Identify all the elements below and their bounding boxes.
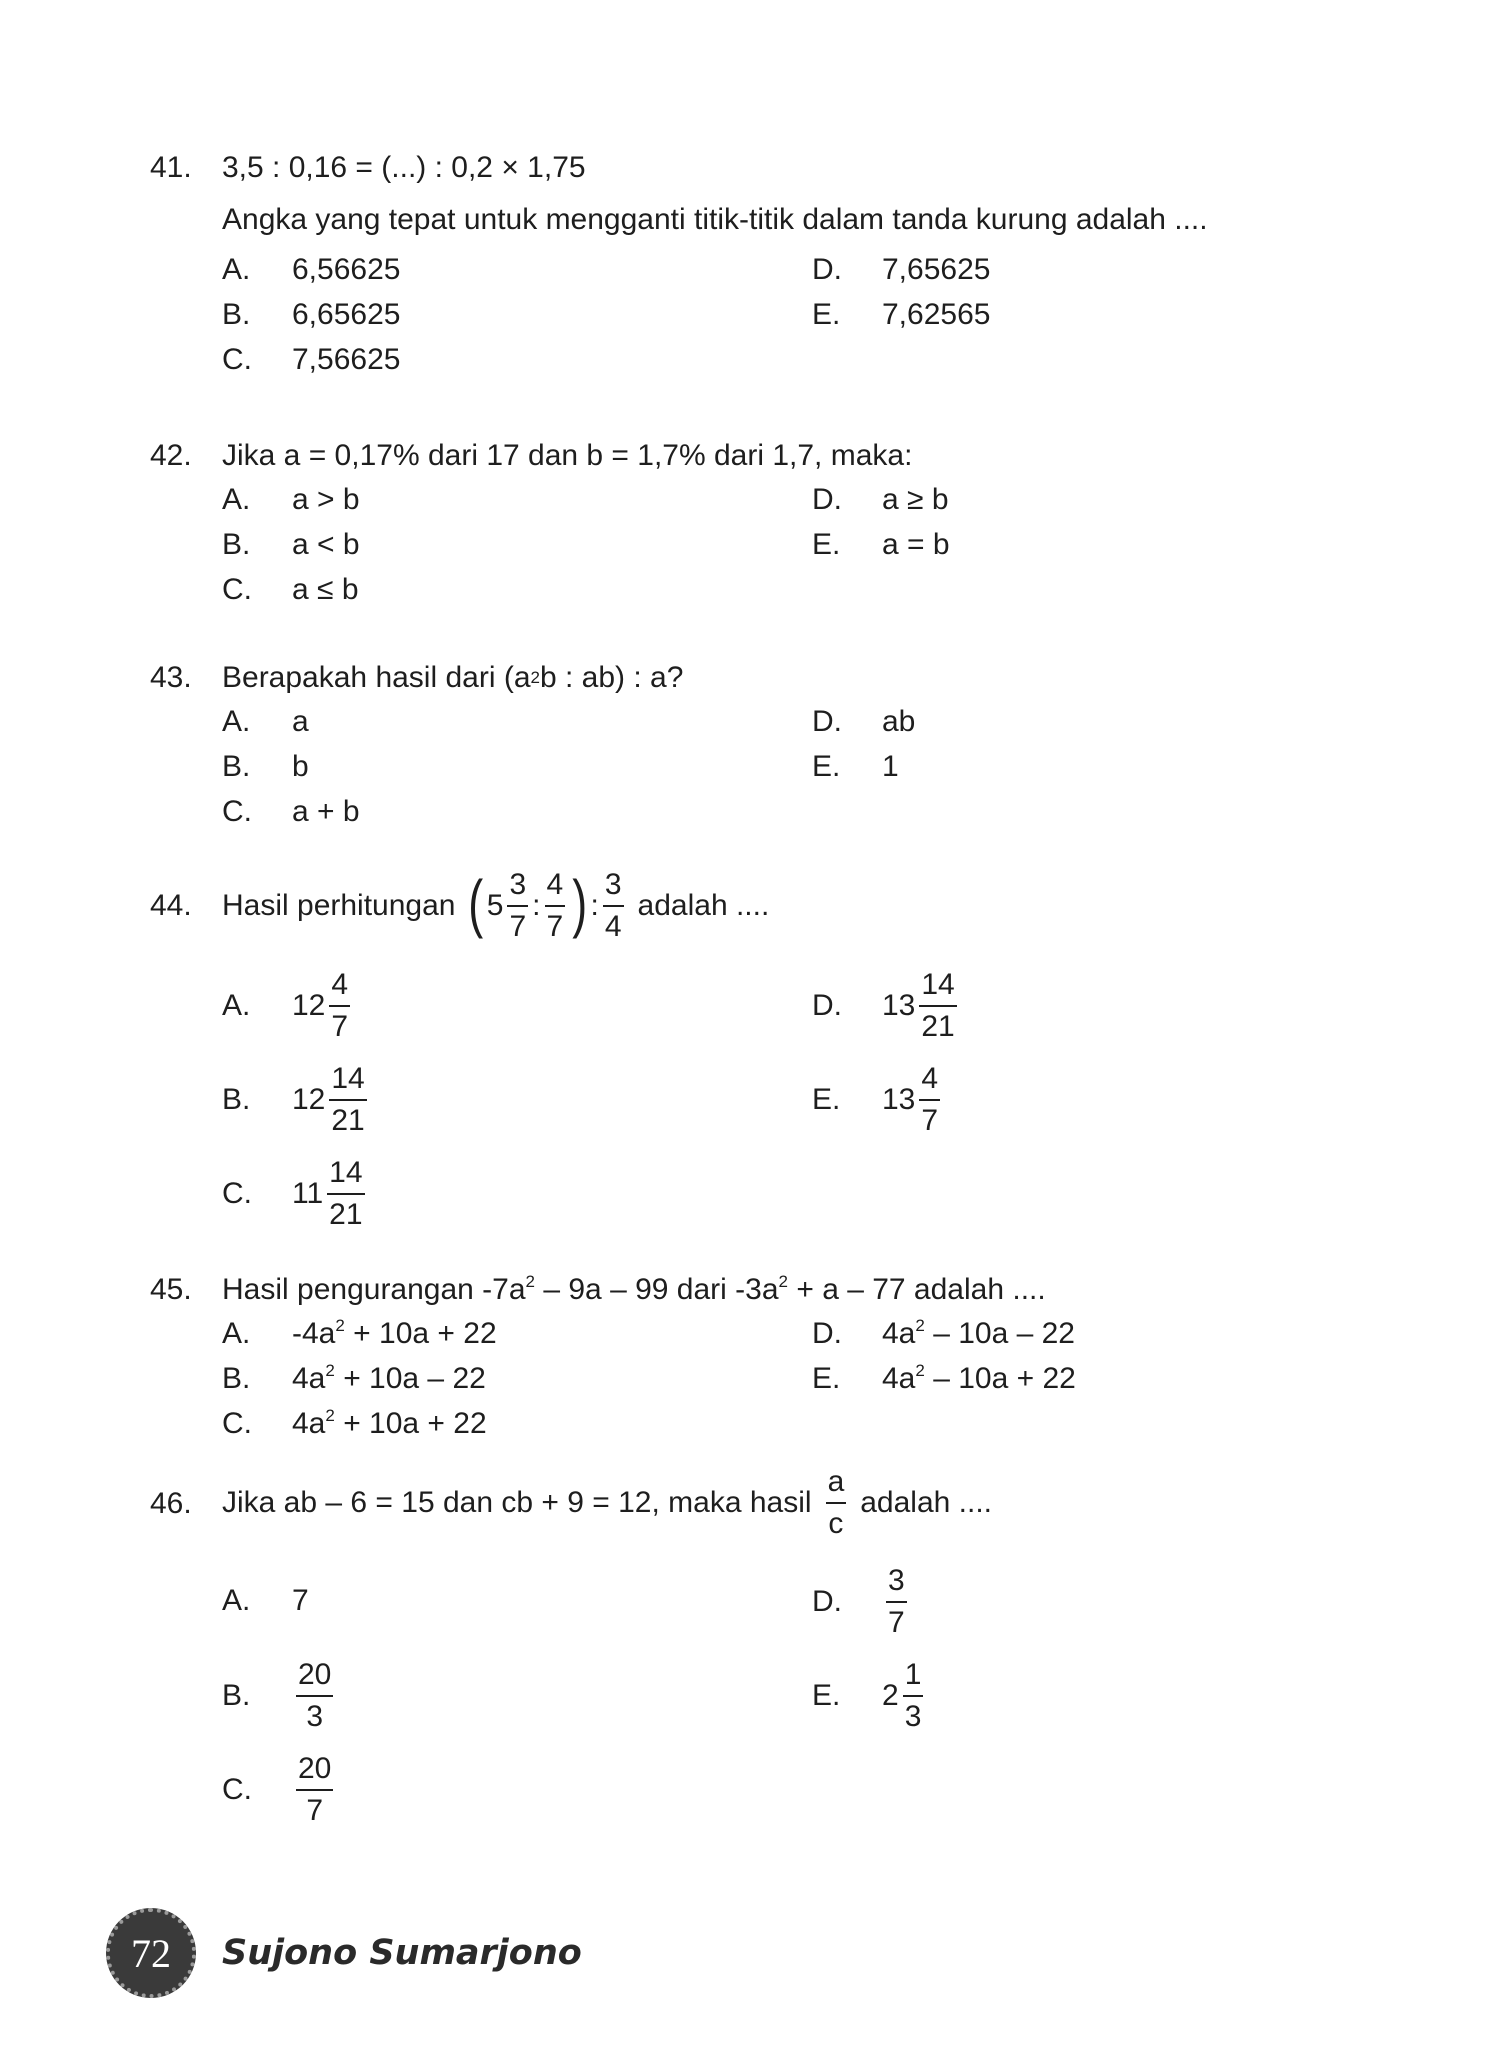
whole-part: 12 (292, 989, 326, 1022)
question-number: 43. (150, 661, 192, 694)
term: – 10a – 22 (933, 1317, 1075, 1350)
question-number: 41. (150, 151, 192, 184)
option-c[interactable] (222, 1406, 487, 1442)
option-label: B. (222, 528, 251, 561)
question-number: 45. (150, 1273, 192, 1306)
left-paren: ( (468, 867, 484, 939)
page-number-badge: 72 (106, 1908, 196, 1998)
question-text (222, 1272, 1347, 1308)
question-number: 46. (150, 1487, 192, 1520)
superscript: 2 (915, 1316, 925, 1335)
option-d[interactable] (812, 252, 990, 288)
option-value: ab (882, 705, 916, 738)
option-a[interactable] (222, 704, 309, 740)
option-label: B. (222, 750, 251, 783)
option-e[interactable] (812, 749, 899, 785)
option-value: a < b (292, 528, 360, 561)
whole-part: 5 (486, 889, 504, 922)
denominator: 21 (921, 1010, 955, 1043)
option-value (292, 1406, 487, 1442)
option-label: D. (812, 1317, 842, 1350)
option-label: C. (222, 573, 252, 606)
option-label: C. (222, 1773, 252, 1806)
options (222, 252, 1347, 388)
question-text (222, 1465, 1347, 1540)
option-label: C. (222, 795, 252, 828)
option-label: A. (222, 1317, 251, 1350)
numerator: 3 (507, 870, 528, 907)
numerator: 1 (903, 1660, 924, 1697)
option-value: 6,56625 (292, 253, 401, 286)
denominator: 3 (306, 1700, 324, 1733)
option-label: E. (812, 528, 841, 561)
option-c[interactable] (222, 342, 400, 378)
option-d[interactable] (812, 1316, 1075, 1352)
option-a[interactable] (222, 482, 360, 518)
option-label: D. (812, 989, 842, 1022)
option-label: B. (222, 298, 251, 331)
numerator: a (826, 1467, 847, 1504)
term: + 10a + 22 (353, 1317, 497, 1350)
question-number: 44. (150, 889, 192, 922)
options (222, 1566, 1347, 1856)
option-value: a ≥ b (882, 483, 949, 516)
superscript: 2 (325, 1361, 335, 1380)
option-c[interactable] (222, 794, 360, 830)
option-label: D. (812, 253, 842, 286)
option-label: E. (812, 1083, 841, 1116)
option-d[interactable] (812, 482, 949, 518)
page-footer (106, 1908, 582, 1998)
options (222, 970, 1347, 1260)
denominator: 21 (331, 1104, 365, 1137)
option-label: E. (812, 1679, 841, 1712)
fraction (327, 1158, 364, 1230)
denominator: 3 (904, 1700, 922, 1733)
question-text-part: + a – 77 adalah .... (788, 1273, 1046, 1306)
option-label: E. (812, 1362, 841, 1395)
option-e[interactable] (812, 1064, 944, 1136)
option-label: E. (812, 750, 841, 783)
fraction (603, 870, 624, 942)
option-label: A. (222, 705, 251, 738)
question-text-part: adalah .... (860, 1486, 993, 1519)
question-text: Berapakah hasil dari (a 2 b : ab) : a? (222, 661, 684, 694)
mixed-number (487, 870, 532, 942)
option-label: D. (812, 705, 842, 738)
option-b[interactable] (222, 749, 309, 785)
colon: : (590, 889, 599, 922)
whole-part: 13 (882, 1083, 916, 1116)
option-value: 6,65625 (292, 298, 401, 331)
mixed-number (292, 1064, 371, 1136)
whole-part: 11 (292, 1177, 324, 1210)
option-e[interactable] (812, 297, 990, 333)
denominator: 7 (546, 910, 564, 943)
option-label: C. (222, 343, 252, 376)
denominator: 7 (921, 1104, 939, 1137)
numerator: 14 (329, 1064, 366, 1101)
option-label: B. (222, 1362, 251, 1395)
question-text: 3,5 : 0,16 = (...) : 0,2 × 1,75 (222, 151, 586, 184)
option-b[interactable] (222, 1361, 486, 1397)
option-value: 7,65625 (882, 253, 991, 286)
question-subtext: Angka yang tepat untuk mengganti titik-titik dalam tanda kurung adalah .... (222, 203, 1208, 236)
numerator: 14 (919, 970, 956, 1007)
question-42 (150, 438, 1347, 618)
colon: : (532, 889, 541, 922)
fraction (296, 1754, 333, 1826)
option-a[interactable] (222, 1566, 309, 1636)
question-44 (150, 862, 1347, 1260)
numerator: 3 (603, 870, 624, 907)
option-value (292, 1361, 486, 1397)
option-label: D. (812, 483, 842, 516)
superscript: 2 (525, 1272, 536, 1291)
whole-part: 12 (292, 1083, 326, 1116)
option-b[interactable] (222, 527, 360, 563)
mixed-number (292, 970, 354, 1042)
option-c[interactable] (222, 1754, 337, 1826)
term: + 10a – 22 (343, 1362, 486, 1395)
mixed-number (292, 1158, 369, 1230)
mixed-number (882, 1660, 927, 1732)
question-text-part: Berapakah hasil dari (a (222, 661, 531, 694)
option-value: b (292, 750, 309, 783)
superscript: 2 (915, 1361, 925, 1380)
whole-part: 13 (882, 989, 916, 1022)
question-text: Jika a = 0,17% dari 17 dan b = 1,7% dari 1,7, maka: (222, 439, 913, 472)
option-value: a = b (882, 528, 950, 561)
question-text-part: – 9a – 99 dari -3a (535, 1273, 779, 1306)
option-value: 7 (292, 1584, 309, 1617)
option-a[interactable] (222, 970, 354, 1042)
fraction (507, 870, 528, 942)
numerator: 20 (296, 1754, 333, 1791)
option-e[interactable] (812, 1361, 1076, 1397)
denominator: 21 (329, 1198, 363, 1231)
option-value (882, 1316, 1075, 1352)
question-text-part: Jika ab – 6 = 15 dan cb + 9 = 12, maka hasil (222, 1486, 812, 1519)
term: 4a (292, 1407, 326, 1440)
mixed-number (882, 970, 961, 1042)
question-text (222, 862, 1347, 950)
options (222, 1316, 1347, 1452)
question-text-part: adalah .... (637, 889, 770, 922)
term: -4a (292, 1317, 336, 1350)
question-45 (150, 1272, 1347, 1452)
fraction (886, 1566, 907, 1638)
option-value: 7,62565 (882, 298, 991, 331)
option-value: a ≤ b (292, 573, 359, 606)
mixed-number (882, 1064, 944, 1136)
right-paren: ) (572, 867, 588, 939)
numerator: 4 (919, 1064, 940, 1101)
numerator: 14 (327, 1158, 364, 1195)
option-d[interactable] (812, 970, 961, 1042)
option-label: A. (222, 989, 251, 1022)
numerator: 20 (296, 1660, 333, 1697)
option-label: A. (222, 253, 251, 286)
term: – 10a + 22 (933, 1362, 1076, 1395)
fraction (296, 1660, 333, 1732)
fraction (919, 970, 956, 1042)
question-text-part: Hasil perhitungan (222, 889, 456, 922)
option-b[interactable] (222, 1660, 337, 1732)
option-label: B. (222, 1679, 251, 1712)
option-c[interactable] (222, 1158, 369, 1230)
numerator: 4 (329, 970, 350, 1007)
fraction (329, 970, 350, 1042)
term: 4a (882, 1362, 916, 1395)
author-name: Sujono Sumarjono (222, 1933, 582, 1973)
option-a[interactable] (222, 252, 400, 288)
option-value: 7,56625 (292, 343, 401, 376)
option-value: a > b (292, 483, 360, 516)
option-label: A. (222, 1584, 251, 1617)
question-text-part: Hasil pengurangan -7a (222, 1273, 526, 1306)
superscript: 2 (778, 1272, 788, 1291)
term: + 10a + 22 (343, 1407, 487, 1440)
option-e[interactable] (812, 1660, 927, 1732)
option-label: C. (222, 1407, 252, 1440)
option-a[interactable] (222, 1316, 497, 1352)
numerator: 3 (886, 1566, 907, 1603)
fraction (826, 1467, 847, 1539)
option-value: a (292, 705, 309, 738)
option-b[interactable] (222, 1064, 371, 1136)
question-41 (150, 150, 1347, 388)
fraction (903, 1660, 924, 1732)
denominator: 7 (306, 1794, 324, 1827)
whole-part: 2 (882, 1679, 899, 1712)
option-value: 1 (882, 750, 899, 783)
denominator: 4 (604, 910, 622, 943)
denominator: c (828, 1507, 844, 1540)
question-text-part: b : ab) : a? (539, 661, 684, 694)
term: 4a (292, 1362, 326, 1395)
option-value (292, 1316, 497, 1352)
superscript: 2 (335, 1316, 345, 1335)
superscript: 2 (325, 1406, 335, 1425)
fraction (329, 1064, 366, 1136)
option-label: E. (812, 298, 841, 331)
expression (465, 867, 627, 943)
question-number: 42. (150, 439, 192, 472)
option-label: D. (812, 1585, 842, 1618)
denominator: 7 (509, 910, 527, 943)
option-label: C. (222, 1177, 252, 1210)
option-d[interactable] (812, 1566, 911, 1638)
question-46 (150, 1465, 1347, 1856)
denominator: 7 (331, 1010, 349, 1043)
fraction (545, 870, 566, 942)
option-d[interactable] (812, 704, 915, 740)
option-value (882, 1361, 1076, 1397)
options (222, 482, 1347, 618)
option-label: B. (222, 1083, 251, 1116)
option-e[interactable] (812, 527, 950, 563)
option-b[interactable] (222, 297, 400, 333)
numerator: 4 (545, 870, 566, 907)
option-c[interactable] (222, 572, 359, 608)
fraction (919, 1064, 940, 1136)
denominator: 7 (888, 1606, 905, 1639)
option-value: a + b (292, 795, 360, 828)
question-43 (150, 660, 1347, 840)
option-label: A. (222, 483, 251, 516)
term: 4a (882, 1317, 916, 1350)
options (222, 704, 1347, 840)
